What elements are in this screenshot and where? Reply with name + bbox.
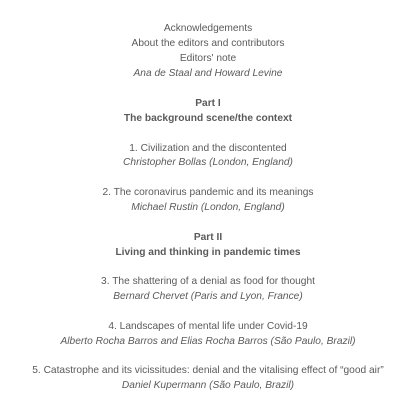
chapter-author: Alberto Rocha Barros and Elias Rocha Barros (São Paulo, Brazil) bbox=[60, 336, 356, 347]
toc-entry-about-editors[interactable]: About the editors and contributors bbox=[131, 38, 285, 49]
part-label: Part II bbox=[193, 232, 223, 243]
chapter-title[interactable]: 5. Catastrophe and its vicissitudes: denial and the vitalising effect of “good air” bbox=[32, 365, 384, 376]
chapter-title[interactable]: 4. Landscapes of mental life under Covid-19 bbox=[108, 321, 308, 332]
chapter-title[interactable]: 3. The shattering of a denial as food for thought bbox=[101, 276, 315, 287]
chapter-author: Bernard Chervet (Paris and Lyon, France) bbox=[113, 291, 303, 302]
chapter-title[interactable]: 1. Civilization and the discontented bbox=[129, 143, 287, 154]
toc-entry-editors-note-author: Ana de Staal and Howard Levine bbox=[133, 68, 283, 79]
toc-entry-editors-note[interactable]: Editors' note bbox=[179, 53, 237, 64]
part-title: Living and thinking in pandemic times bbox=[115, 247, 301, 258]
chapter-author: Daniel Kupermann (São Paulo, Brazil) bbox=[121, 380, 295, 391]
toc-entry-acknowledgements[interactable]: Acknowledgements bbox=[163, 23, 253, 34]
chapter-author: Michael Rustin (London, England) bbox=[131, 202, 285, 213]
chapter-title[interactable]: 2. The coronavirus pandemic and its meanings bbox=[102, 187, 314, 198]
part-label: Part I bbox=[195, 98, 221, 109]
chapter-author: Christopher Bollas (London, England) bbox=[123, 157, 293, 168]
part-title: The background scene/the context bbox=[123, 113, 293, 124]
